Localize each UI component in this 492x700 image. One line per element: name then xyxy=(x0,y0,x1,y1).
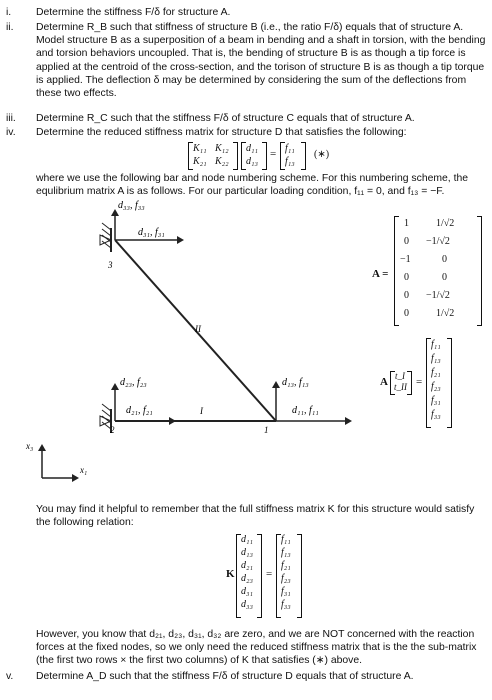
item-number: i. xyxy=(6,7,12,18)
t-vector xyxy=(390,371,412,395)
matrix-A xyxy=(394,216,482,326)
matrix-cell: −1/√2 xyxy=(426,290,450,301)
node3-vertical-arrow xyxy=(111,209,119,240)
equation-tag: (∗) xyxy=(314,149,330,160)
truss-diagram xyxy=(0,195,360,485)
however-text: However, you know that d₂₁, d₂₃, d₃₁, d₃₂ are zero, and we are NOT concerned with the reaction forces at the fixed nodes, so we only need the reduced stiffness matrix that is the the sub-matrix (the first two rows × the first two columns) of K that satisfies (∗) above. xyxy=(36,629,477,667)
vector-cell: f₃₁ xyxy=(281,586,291,597)
matrix-cell: 0 xyxy=(442,272,447,283)
matrix-A-equation xyxy=(364,216,488,328)
vector-cell: f₂₃ xyxy=(431,381,441,392)
node-label-2: 2 xyxy=(110,425,115,435)
matrix-cell: 0 xyxy=(404,308,409,319)
item-number: iii. xyxy=(6,113,16,124)
axis-label-x1: x₁ xyxy=(80,465,88,475)
coordinate-axes xyxy=(38,444,79,482)
fixed-support-3 xyxy=(100,223,111,252)
matrix-cell: 0 xyxy=(404,236,409,247)
K-reduced-matrix xyxy=(188,142,238,170)
vector-cell: f₁₃ xyxy=(431,353,441,364)
vector-cell: f₁₁ xyxy=(431,339,441,350)
At-equals-f-equation xyxy=(380,338,480,430)
force-label-n3-horizontal: d₃₁, f₃₁ xyxy=(138,227,165,238)
force-label-n1-vertical: d₁₃, f₁₃ xyxy=(282,377,309,388)
matrix-cell: 1/√2 xyxy=(436,218,455,229)
force-label-n2-vertical: d₂₃, f₂₃ xyxy=(120,377,147,388)
node1-horizontal-arrow xyxy=(276,417,352,425)
force-label-n2-horizontal: d₂₁, f₂₁ xyxy=(126,405,153,416)
matrix-A-symbol: A = xyxy=(372,268,389,280)
vector-cell: f₃₁ xyxy=(431,395,441,406)
item-number: iv. xyxy=(6,127,16,138)
full-stiffness-equation xyxy=(226,534,326,624)
matrix-cell: −1 xyxy=(400,254,411,265)
vector-cell: d₂₁ xyxy=(241,560,253,571)
item-text: Determine the reduced stiffness matrix for structure D that satisfies the following: xyxy=(36,127,407,138)
bar-label-I: I xyxy=(200,406,203,416)
axis-label-x3: x₃ xyxy=(26,441,34,451)
vector-cell: f₁₁ xyxy=(281,534,291,545)
force-label-n1-horizontal: d₁₁, f₁₁ xyxy=(292,405,319,416)
f-reduced-vector xyxy=(280,142,306,170)
vector-cell: d₁₁ xyxy=(241,534,253,545)
matrix-cell: 0 xyxy=(404,272,409,283)
vector-cell: f₁₁ xyxy=(285,143,295,154)
bar-label-II: II xyxy=(195,324,201,334)
item-text: Determine the stiffness F/δ for structure A. xyxy=(36,7,231,18)
item-number: ii. xyxy=(6,22,14,33)
d-full-vector xyxy=(236,534,262,618)
explanation-text: where we use the following bar and node numbering scheme. For this numbering scheme, the equlibrium matrix A is as follows. For our particular loading condition, f₁₁ = 0, and f₁₃ = −F. xyxy=(36,173,469,198)
matrix-cell: K₂₂ xyxy=(215,156,229,167)
vector-cell: f₂₁ xyxy=(281,560,291,571)
vector-cell: f₃₃ xyxy=(281,599,291,610)
d-reduced-vector xyxy=(241,142,267,170)
node-label-1: 1 xyxy=(264,425,269,435)
node2-vertical-arrow xyxy=(111,383,119,421)
matrix-cell: 0 xyxy=(442,254,447,265)
vector-cell: f₃₃ xyxy=(431,409,441,420)
equals-sign: = xyxy=(270,148,277,160)
item-text: Determine R_B such that stiffness of structure B (i.e., the ratio F/δ) equals that of structure A. Model structure B as a superposition of a beam in bending and a shaft in torsion, with the bending and torsion behaviors uncoupled. That is, the bending of structure B is as though a tip force is applied at the centroid of the cross-section, and the torison of structure B is as though a tip torque is applied. The deflection δ may be determined by considering the sum of the deflections from these two effects. xyxy=(36,22,486,100)
equals-sign: = xyxy=(266,568,273,580)
vector-cell: d₁₁ xyxy=(246,143,258,154)
node2-horizontal-arrow xyxy=(115,417,176,425)
vector-cell: t_II xyxy=(394,382,407,392)
matrix-cell: K₁₁ xyxy=(193,143,207,154)
matrix-A-symbol: A xyxy=(380,376,388,388)
vector-cell: d₁₃ xyxy=(246,156,258,167)
item-number: v. xyxy=(6,671,14,682)
f-vector xyxy=(426,338,452,428)
matrix-cell: −1/√2 xyxy=(426,236,450,247)
matrix-cell: K₁₂ xyxy=(215,143,229,154)
force-label-n3-vertical: d₃₃, f₃₃ xyxy=(118,200,145,211)
reduced-equation xyxy=(188,142,338,172)
node1-vertical-arrow xyxy=(272,381,280,421)
vector-cell: f₂₃ xyxy=(281,573,291,584)
vector-cell: f₁₃ xyxy=(285,156,295,167)
vector-cell: t_I xyxy=(395,371,405,381)
matrix-cell: 0 xyxy=(404,290,409,301)
matrix-cell: 1/√2 xyxy=(436,308,455,319)
matrix-cell: K₂₁ xyxy=(193,156,207,167)
hint-text: You may find it helpful to remember that the full stiffness matrix K for this structure would satisfy the following relation: xyxy=(36,504,475,529)
node-label-3: 3 xyxy=(108,260,113,270)
vector-cell: f₁₃ xyxy=(281,547,291,558)
equals-sign: = xyxy=(416,376,423,388)
vector-cell: f₂₁ xyxy=(431,367,441,378)
f-full-vector xyxy=(276,534,302,618)
K-symbol: K xyxy=(226,568,235,580)
matrix-cell: 1 xyxy=(404,218,409,229)
vector-cell: d₂₃ xyxy=(241,573,253,584)
item-text: Determine A_D such that the stiffness F/δ of structure D equals that of structure A. xyxy=(36,671,414,682)
vector-cell: d₁₃ xyxy=(241,547,253,558)
vector-cell: d₃₁ xyxy=(241,586,253,597)
vector-cell: d₃₃ xyxy=(241,599,253,610)
item-text: Determine R_C such that the stiffness F/δ of structure C equals that of structure A. xyxy=(36,113,415,124)
